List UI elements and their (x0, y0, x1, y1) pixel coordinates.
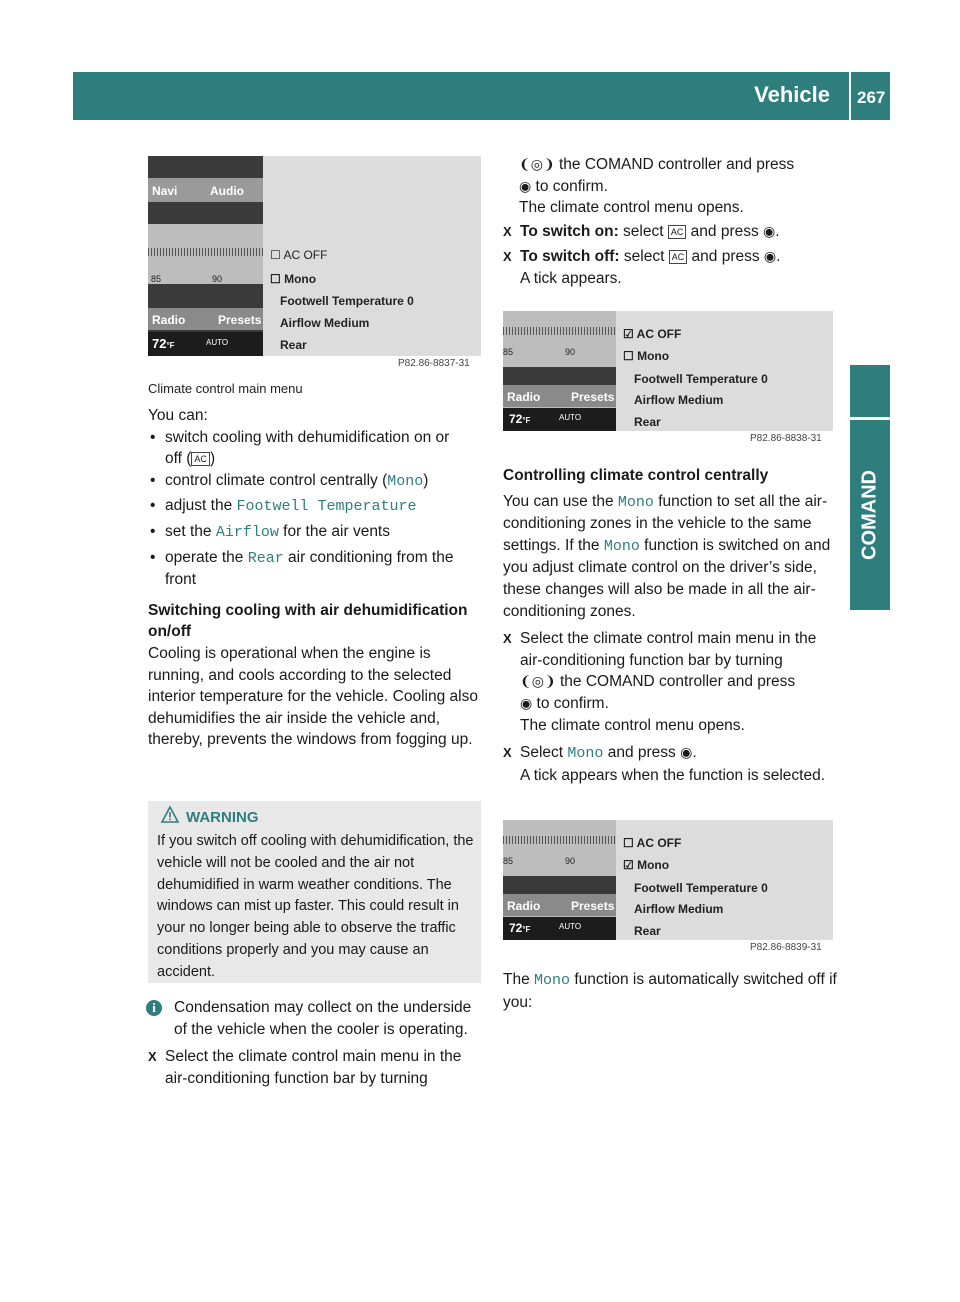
para-cooling: Cooling is operational when the engine is running, and cools according to the selected interior temperature for the vehicle. Cooling also dehumidifies the air inside the vehicle and, thereby, prevents the windows from fogging up. (148, 644, 478, 749)
you-can: You can: (148, 407, 208, 424)
menu-item-rear: Rear (280, 338, 307, 352)
section-title: Vehicle (754, 82, 830, 107)
audio-label: Audio (210, 184, 244, 198)
warning-text: If you switch off cooling with dehumidification, the vehicle will not be cooled and the air not dehumidified in warm weather conditions. The windows can mist up faster. This could result in your no longer being able to observe the traffic conditions properly and you may cause an accident. (157, 833, 474, 980)
page-number: 267 (857, 88, 886, 107)
ac-off-icon: AC (191, 452, 210, 466)
menu-item-ac-off: ☐ AC OFF (270, 248, 328, 262)
page-header (73, 72, 890, 120)
step-select-menu: X Select the climate control main menu in the air-conditioning function bar by turning (148, 1048, 462, 1087)
right-column-top (503, 154, 838, 290)
menu-item-footwell: Footwell Temperature 0 (634, 881, 768, 895)
heading-central: Controlling climate control centrally (503, 467, 769, 484)
menu-opens: The climate control menu opens. (519, 199, 744, 217)
radio-label: Radio (152, 313, 186, 327)
step-switch-off: X To switch off: select AC and press ◉. A tick appears. (503, 248, 781, 287)
menu-item-mono: ☑ Mono (623, 858, 670, 872)
controller-press-icon: ◉ (519, 177, 532, 194)
controller-press-icon: ◉ (680, 744, 693, 761)
scale-90: 90 (565, 856, 576, 866)
side-label (850, 420, 890, 610)
info-icon: i (146, 1000, 162, 1016)
bullet-rear: • operate the Rear air conditioning from the front (150, 548, 454, 589)
menu-item-ac-off: ☑ AC OFF (623, 327, 682, 341)
para-central: You can use the Mono function to set all the air-conditioning zones in the vehicle to the same settings. If the Mono function is switched on and you adjust climate control on the driver’s side, these changes will also be made in all the air-conditioning zones. (503, 492, 831, 620)
temp-value: 72°F (509, 921, 531, 935)
figure-mono-ticked (503, 820, 833, 940)
step-switch-on: X To switch on: select AC and press ◉. (503, 222, 780, 240)
scale-85: 85 (503, 856, 514, 866)
info-block (148, 997, 483, 1089)
scale-90: 90 (565, 347, 576, 357)
menu-item-airflow: Airflow Medium (634, 393, 724, 407)
scale-85: 85 (151, 274, 162, 284)
menu-item-mono: ☐ Mono (270, 272, 317, 286)
menu-item-footwell: Footwell Temperature 0 (634, 372, 768, 386)
temp-value: 72°F (509, 412, 531, 426)
auto-label: AUTO (559, 922, 582, 931)
step-select-mono: X Select Mono and press ◉. A tick appears when the function is selected. (503, 744, 826, 784)
auto-label: AUTO (559, 413, 582, 422)
menu-item-mono: ☐ Mono (623, 349, 670, 363)
right-column-middle (503, 465, 838, 786)
menu-item-airflow: Airflow Medium (634, 902, 724, 916)
menu-item-rear: Rear (634, 924, 661, 938)
figure3-code: P82.86-8839-31 (750, 942, 822, 953)
warning-title: WARNING (186, 809, 259, 826)
presets-label: Presets (571, 899, 615, 913)
info-note: i Condensation may collect on the underside of the vehicle when the cooler is operating. (148, 997, 483, 1040)
controller-press-icon: ◉ (763, 248, 777, 265)
scale-85: 85 (503, 347, 514, 357)
bullet-mono: • control climate control centrally (Mono) (150, 471, 429, 490)
controller-turn-icon: ❨◎❩ (520, 673, 556, 690)
step-select-menu-2: X Select the climate control main menu in the air-conditioning function bar by turning ❨◎❩ the COMAND controller and press ◉ to confirm. The climate control menu opens. (503, 630, 817, 734)
controller-turn: ❨◎❩ the COMAND controller and press (519, 156, 795, 173)
ac-off-icon: AC (668, 225, 687, 239)
header-separator (849, 72, 851, 120)
para-mono-off: The Mono function is automatically switched off if you: (503, 971, 837, 1011)
navi-label: Navi (152, 184, 178, 198)
bullet-ac: • switch cooling with dehumidification on or off ( AC ) (150, 428, 450, 468)
radio-label: Radio (507, 899, 541, 913)
warning-icon (160, 805, 180, 825)
presets-label: Presets (571, 390, 615, 404)
figure-ac-off-ticked (503, 311, 833, 431)
controller-press: ◉ to confirm. (519, 177, 608, 195)
temp-value: 72°F (152, 336, 175, 351)
side-label-text: COMAND (858, 470, 881, 560)
side-tab (850, 365, 890, 417)
menu-item-ac-off: ☐ AC OFF (623, 836, 682, 850)
right-column-end (503, 969, 838, 1013)
bullet-footwell: • adjust the Footwell Temperature (150, 497, 417, 516)
menu-item-rear: Rear (634, 415, 661, 429)
heading-cooling: Switching cooling with air dehumidification on/off (148, 601, 468, 641)
menu-item-airflow: Airflow Medium (280, 316, 370, 330)
presets-label: Presets (218, 313, 262, 327)
ac-off-icon: AC (669, 250, 688, 264)
figure2-code: P82.86-8838-31 (750, 433, 822, 444)
radio-label: Radio (507, 390, 541, 404)
figure1-code: P82.86-8837-31 (398, 358, 470, 369)
left-column (148, 405, 483, 751)
figure-climate-main-menu (148, 156, 481, 356)
auto-label: AUTO (206, 338, 229, 347)
controller-press-icon: ◉ (763, 222, 776, 239)
bullet-airflow: • set the Airflow for the air vents (150, 522, 390, 541)
scale-90: 90 (212, 274, 223, 284)
controller-press-icon: ◉ (520, 694, 533, 711)
figure1-caption: Climate control main menu (148, 381, 303, 396)
warning-box (148, 801, 481, 983)
menu-item-footwell: Footwell Temperature 0 (280, 294, 414, 308)
controller-turn-icon: ❨◎❩ (519, 156, 555, 172)
